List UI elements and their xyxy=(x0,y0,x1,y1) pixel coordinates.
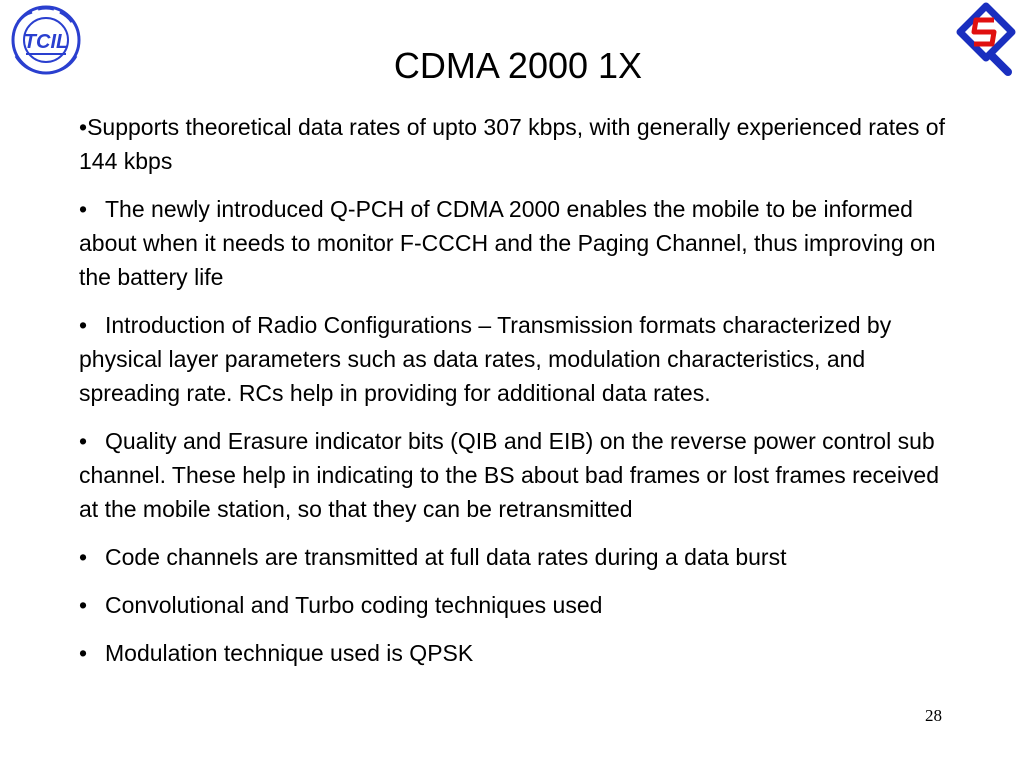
bullet-marker: • xyxy=(79,312,88,338)
bullet-item xyxy=(79,110,959,178)
bullet-marker: • xyxy=(79,544,88,570)
bullet-marker: • xyxy=(79,592,88,618)
bullet-text: Quality and Erasure indicator bits (QIB and EIB) on the reverse power control sub channel. These help in indicating to the BS about bad frames or lost frames received at the mobile station, so that they can be retransmitted xyxy=(79,428,940,522)
bullet-text: The newly introduced Q-PCH of CDMA 2000 enables the mobile to be informed about when it needs to monitor F-CCCH and the Paging Channel, thus improving on the battery life xyxy=(79,196,936,290)
bullet-item xyxy=(79,588,959,622)
bullet-marker: • xyxy=(79,428,88,454)
bullet-list xyxy=(79,110,959,684)
bullet-item xyxy=(79,540,959,574)
bullet-text: Modulation technique used is QPSK xyxy=(105,640,474,666)
bullet-marker: • xyxy=(79,196,88,222)
bullet-marker: • xyxy=(79,114,88,140)
bullet-item xyxy=(79,636,959,670)
page-number: 28 xyxy=(925,706,942,725)
bullet-item xyxy=(79,308,959,410)
bullet-text: Introduction of Radio Configurations – Transmission formats characterized by physical layer parameters such as data rates, modulation characteristics, and spreading rate. RCs help in providing for additional data rates. xyxy=(79,312,892,406)
svg-text:TCIL: TCIL xyxy=(23,31,69,53)
bullet-marker: • xyxy=(79,640,88,666)
slide-title: CDMA 2000 1X xyxy=(393,45,643,86)
bullet-text: Convolutional and Turbo coding techniques used xyxy=(105,592,603,618)
bullet-text: Supports theoretical data rates of upto 307 kbps, with generally experienced rates of 144 kbps xyxy=(79,114,945,174)
bullet-item xyxy=(79,192,959,294)
bullet-text: Code channels are transmitted at full data rates during a data burst xyxy=(105,544,787,570)
bullet-item xyxy=(79,424,959,526)
